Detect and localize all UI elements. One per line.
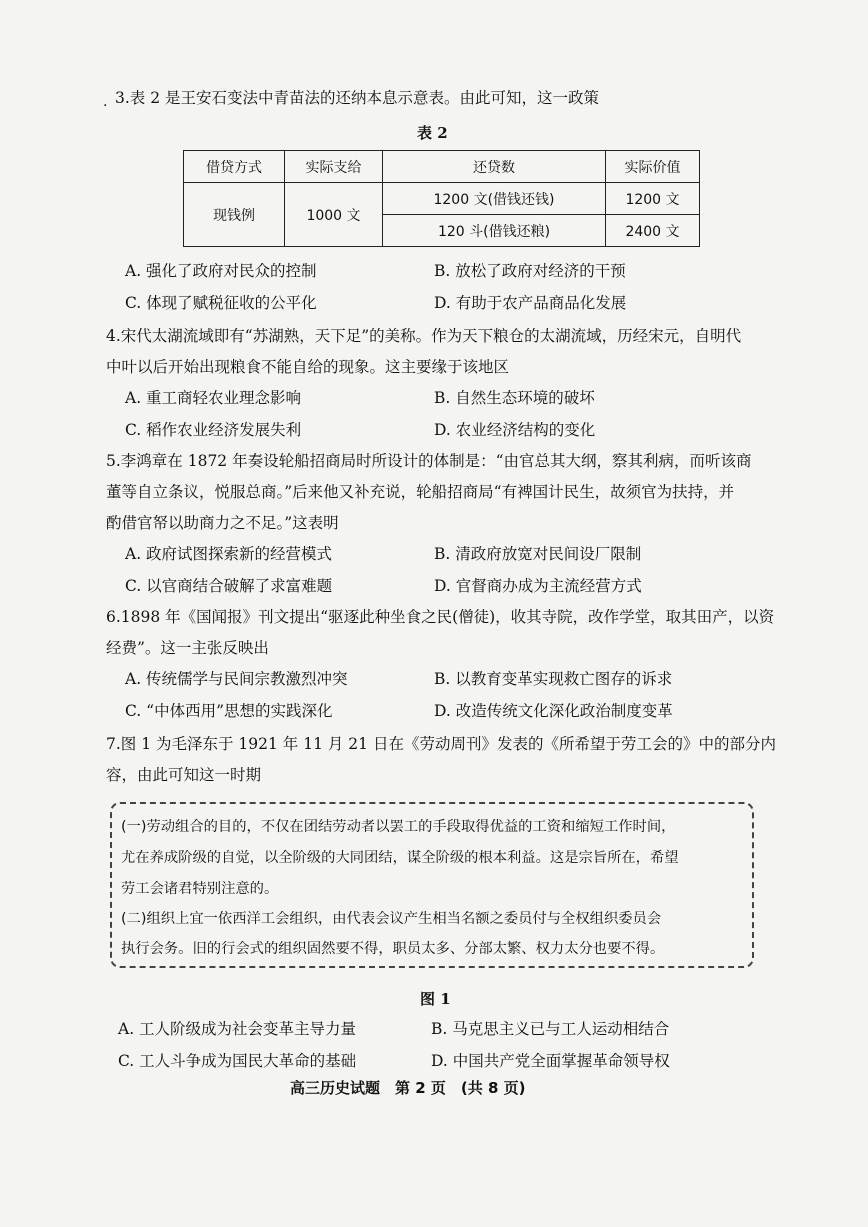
- q3-option-a: A. 强化了政府对民众的控制: [125, 262, 317, 280]
- q7-option-d: D. 中国共产党全面掌握革命领导权: [431, 1052, 670, 1070]
- header-repay: 还贷数: [383, 151, 606, 183]
- table-row: [184, 183, 700, 215]
- cell-value: 1200 文: [606, 183, 700, 215]
- q6-stem-line2: 经费”。这一主张反映出: [106, 639, 269, 657]
- q5-stem-line3: 酌借官帑以助商力之不足。”这表明: [106, 514, 339, 532]
- header-value: 实际价值: [606, 151, 700, 183]
- q4-option-c: C. 稻作农业经济发展失利: [125, 421, 302, 439]
- quote-line: 执行会务。旧的行会式的组织固然要不得，职员太多、分部太繁、权力太分也要不得。: [121, 941, 665, 957]
- margin-dot: .: [103, 94, 108, 110]
- header-given: 实际支给: [285, 151, 383, 183]
- q4-option-a: A. 重工商轻农业理念影响: [125, 389, 302, 407]
- cell-value: 2400 文: [606, 215, 700, 247]
- q4-option-b: B. 自然生态环境的破坏: [434, 389, 595, 407]
- q5-stem-line2: 董等自立条议，悦服总商。”后来他又补充说，轮船招商局“有裨国计民生，故须官为扶持，并: [106, 483, 735, 501]
- q3-option-b: B. 放松了政府对经济的干预: [434, 262, 626, 280]
- table-header-row: [184, 151, 700, 183]
- q6-option-b: B. 以教育变革实现救亡图存的诉求: [434, 670, 673, 688]
- q6-option-c: C. “中体西用”思想的实践深化: [125, 702, 333, 720]
- header-method: 借贷方式: [184, 151, 285, 183]
- q7-option-a: A. 工人阶级成为社会变革主导力量: [118, 1020, 357, 1038]
- q4-stem-line1: 4.宋代太湖流域即有“苏湖熟，天下足”的美称。作为天下粮仓的太湖流域，历经宋元，自明代: [106, 327, 742, 345]
- quote-line: (二)组织上宜一依西洋工会组织，由代表会议产生相当名额之委员付与全权组织委员会: [121, 911, 662, 927]
- qingmiao-table: [183, 150, 700, 247]
- q7-option-c: C. 工人斗争成为国民大革命的基础: [118, 1052, 357, 1070]
- table-caption: 表 2: [417, 124, 448, 142]
- q6-option-d: D. 改造传统文化深化政治制度变革: [434, 702, 673, 720]
- cell-repay: 120 斗(借钱还粮): [383, 215, 606, 247]
- q4-stem-line2: 中叶以后开始出现粮食不能自给的现象。这主要缘于该地区: [106, 358, 510, 376]
- cell-given: 1000 文: [285, 183, 383, 247]
- figure-caption: 图 1: [420, 990, 451, 1008]
- page-footer: 高三历史试题 第 2 页 (共 8 页): [290, 1079, 526, 1097]
- q6-option-a: A. 传统儒学与民间宗教激烈冲突: [125, 670, 348, 688]
- q7-stem-line2: 容，由此可知这一时期: [106, 766, 262, 784]
- quote-line: 劳工会诸君特别注意的。: [121, 881, 279, 897]
- q5-option-b: B. 清政府放宽对民间设厂限制: [434, 545, 642, 563]
- quotation-box: [110, 802, 754, 968]
- cell-method: 现钱例: [184, 183, 285, 247]
- q5-option-a: A. 政府试图探索新的经营模式: [125, 545, 333, 563]
- q4-option-d: D. 农业经济结构的变化: [434, 421, 596, 439]
- q7-option-b: B. 马克思主义已与工人运动相结合: [431, 1020, 670, 1038]
- q5-option-c: C. 以官商结合破解了求富难题: [125, 577, 333, 595]
- q3-option-c: C. 体现了赋税征收的公平化: [125, 294, 317, 312]
- quote-line: 尤在养成阶级的自觉，以全阶级的大同团结，谋全阶级的根本利益。这是宗旨所在，希望: [121, 850, 679, 866]
- q3-option-d: D. 有助于农产品商品化发展: [434, 294, 627, 312]
- q5-option-d: D. 官督商办成为主流经营方式: [434, 577, 642, 595]
- q6-stem-line1: 6.1898 年《国闻报》刊文提出“驱逐此种坐食之民(僧徒)，收其寺院，改作学堂，取其田产，以资: [106, 608, 775, 626]
- q7-stem-line1: 7.图 1 为毛泽东于 1921 年 11 月 21 日在《劳动周刊》发表的《所希望于劳工会的》中的部分内: [106, 735, 776, 753]
- q5-stem-line1: 5.李鸿章在 1872 年奏设轮船招商局时所设计的体制是：“由官总其大纲，察其利病，而听该商: [106, 452, 752, 470]
- quote-line: (一)劳动组合的目的，不仅在团结劳动者以罢工的手段取得优益的工资和缩短工作时间，: [121, 819, 676, 835]
- cell-repay: 1200 文(借钱还钱): [383, 183, 606, 215]
- q3-stem: 3.表 2 是王安石变法中青苗法的还纳本息示意表。由此可知，这一政策: [115, 89, 600, 107]
